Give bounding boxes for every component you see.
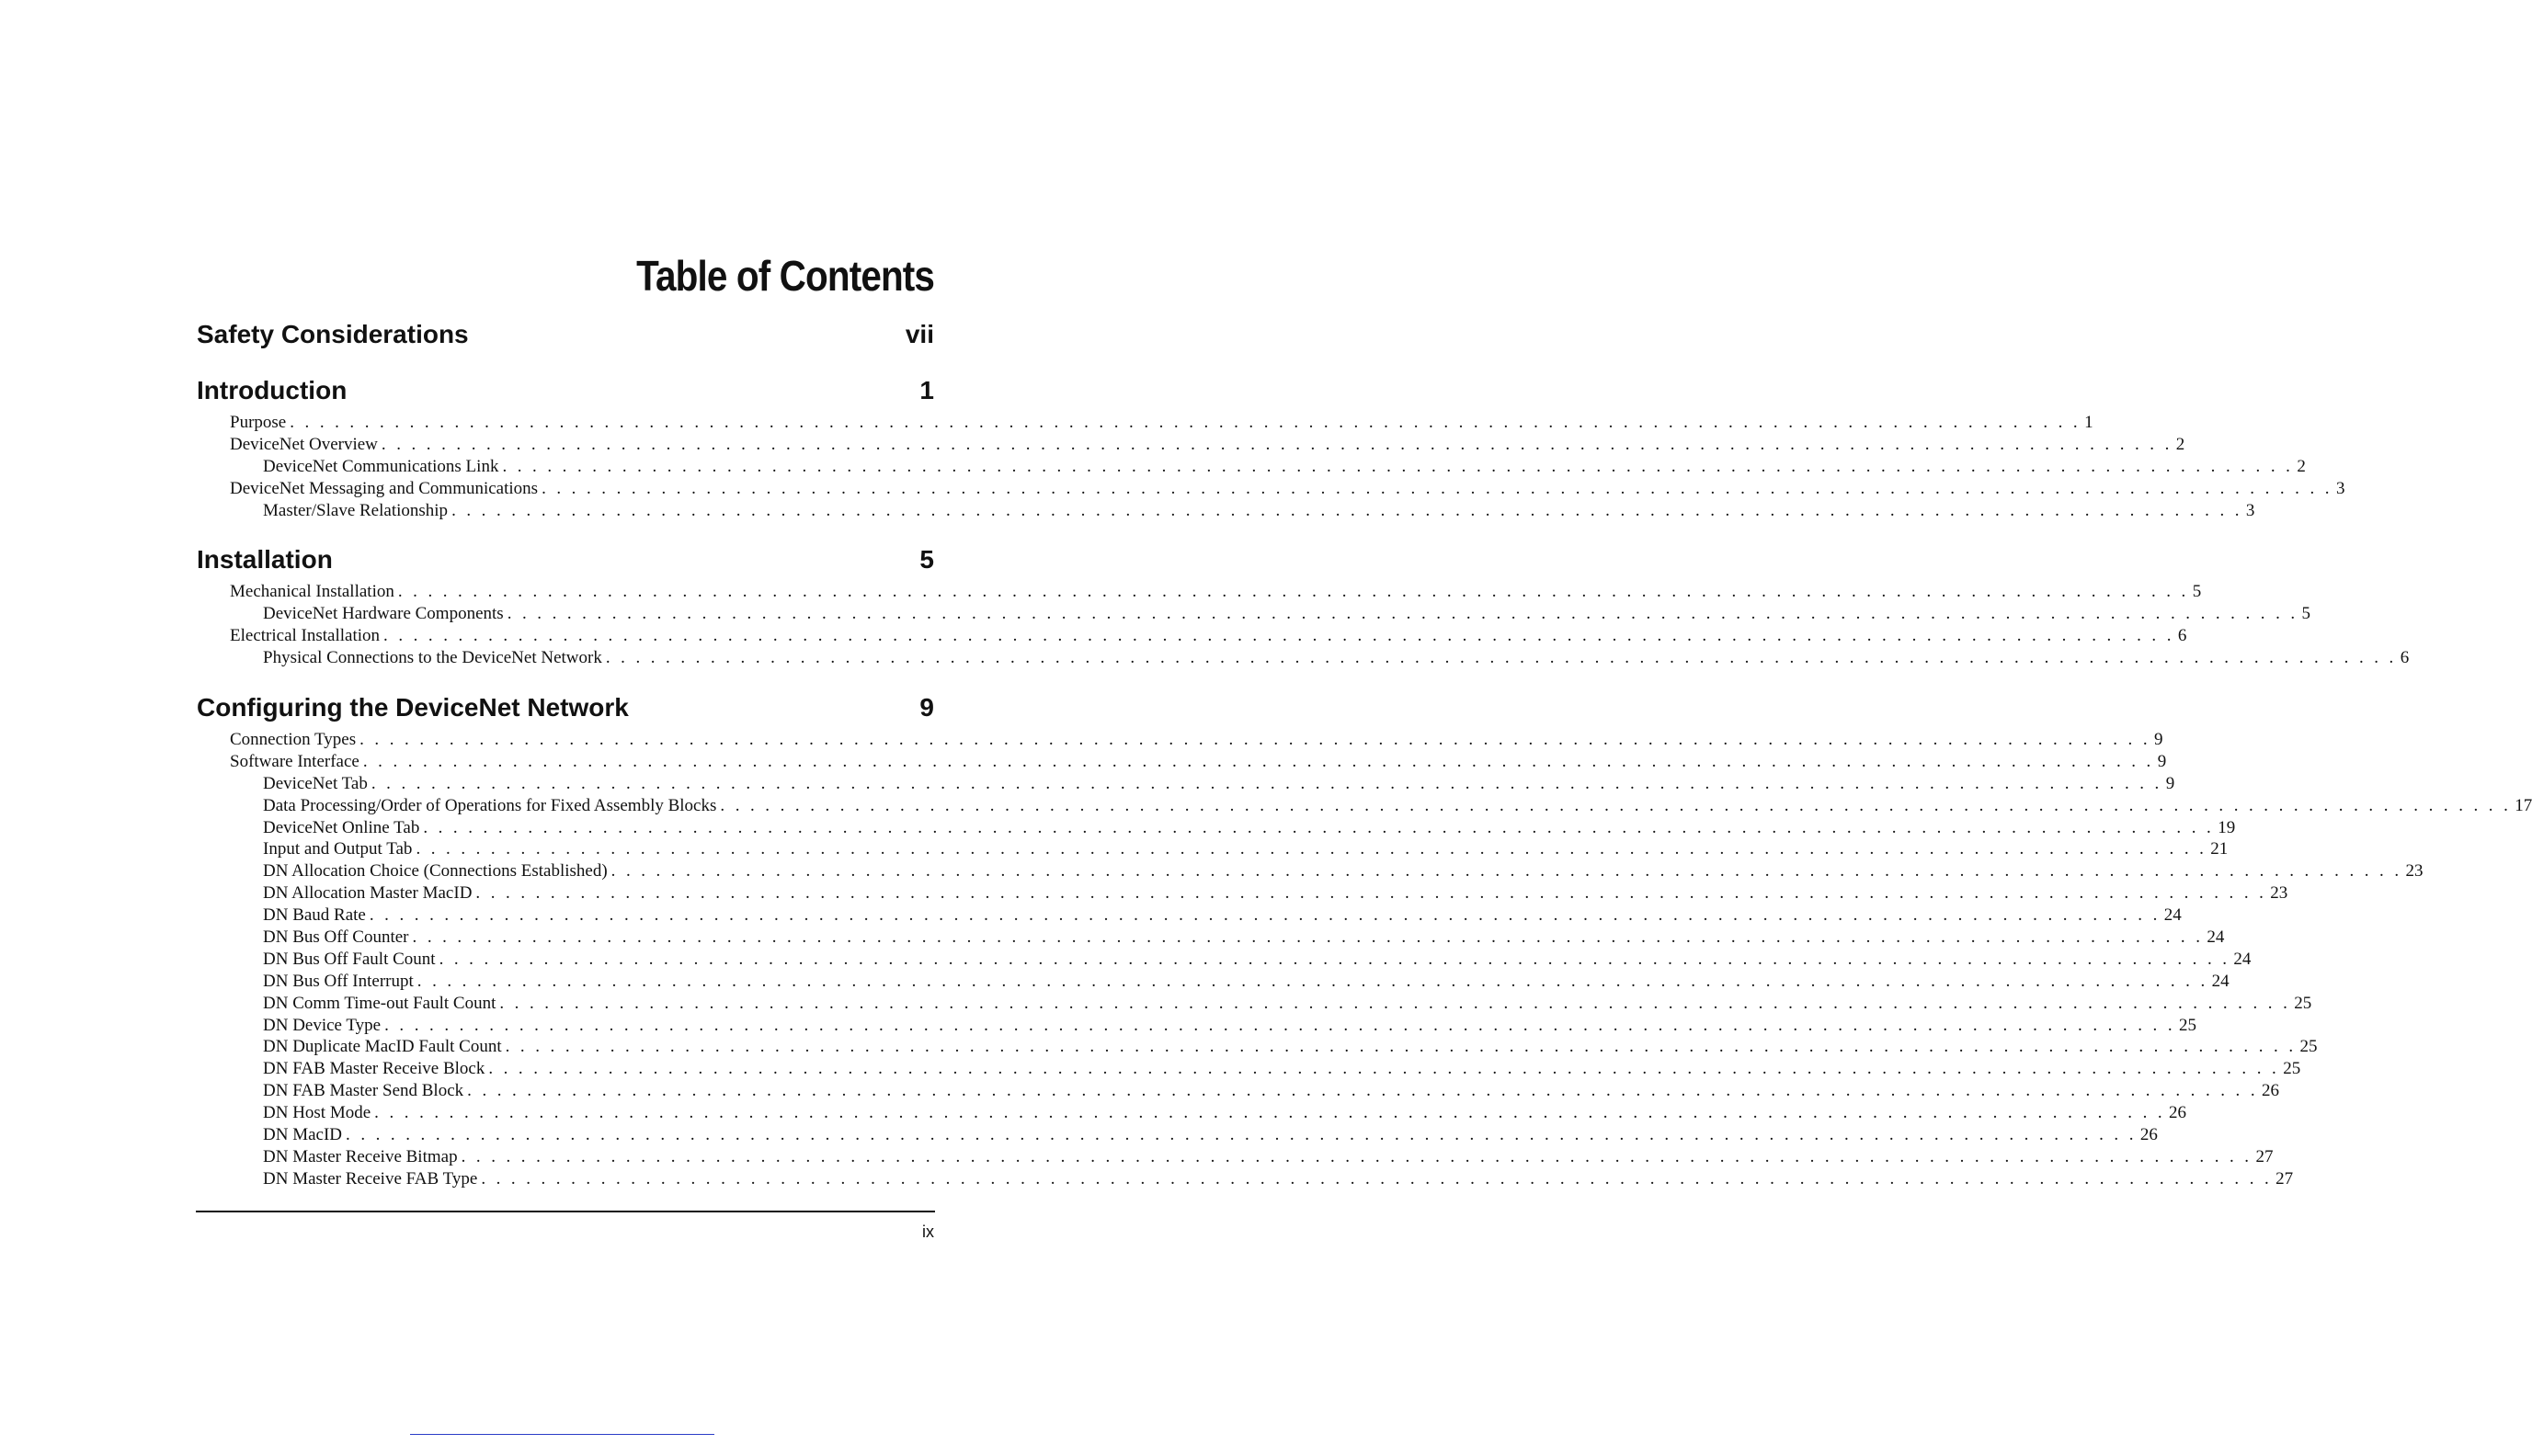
toc-entry-page: 23 bbox=[2270, 883, 2288, 904]
toc-chapter bbox=[197, 317, 934, 352]
toc-entry-title: DeviceNet Tab bbox=[263, 773, 368, 793]
toc-entry-title: DN Master Receive Bitmap bbox=[263, 1146, 458, 1166]
toc-entry[interactable] bbox=[197, 1058, 2301, 1080]
dot-leader: . . . . . . . . . . . . . . . . . . . . . . . . . . . . . . . . . . . . . . . . . . . . . . . . . . . . . . . . . . . . . . . . . . . . . . . . . . . . . . . . . . . . . . . . . . . . . . . . . . . . . . . . . . . . . . . . . . . . . . . . bbox=[423, 817, 2215, 837]
toc-entry-title: DN FAB Master Send Block bbox=[263, 1081, 464, 1101]
dot-leader: . . . . . . . . . . . . . . . . . . . . . . . . . . . . . . . . . . . . . . . . . . . . . . . . . . . . . . . . . . . . . . . . . . . . . . . . . . . . . . . . . . . . . . . . . . . . . . . . . . . . . . . . . . . . . . . . . . . . . . . . bbox=[383, 626, 2174, 646]
toc-chapter bbox=[197, 690, 2532, 1190]
chapter-page: 1 bbox=[919, 376, 934, 404]
toc-entry[interactable] bbox=[197, 1102, 2187, 1124]
toc-entry-page: 24 bbox=[2211, 971, 2230, 991]
toc-entry-page: 23 bbox=[2405, 861, 2424, 882]
page-title: Table of Contents bbox=[636, 252, 934, 300]
toc-entry[interactable] bbox=[197, 927, 2225, 949]
toc-entry[interactable] bbox=[197, 1015, 2196, 1037]
toc-entry[interactable] bbox=[197, 603, 2311, 625]
chapter-page: 9 bbox=[919, 693, 934, 722]
dot-leader: . . . . . . . . . . . . . . . . . . . . . . . . . . . . . . . . . . . . . . . . . . . . . . . . . . . . . . . . . . . . . . . . . . . . . . . . . . . . . . . . . . . . . . . . . . . . . . . . . . . . . . . . . . . . . . . . . . . . . . . . bbox=[605, 648, 2397, 668]
toc-entry-page: 1 bbox=[2084, 413, 2093, 432]
toc-entry[interactable] bbox=[197, 581, 2202, 603]
toc-entry-title: DN MacID bbox=[263, 1125, 343, 1145]
dot-leader: . . . . . . . . . . . . . . . . . . . . . . . . . . . . . . . . . . . . . . . . . . . . . . . . . . . . . . . . . . . . . . . . . . . . . . . . . . . . . . . . . . . . . . . . . . . . . . . . . . . . . . . . . . . . . . . . . . . . . . . . bbox=[416, 971, 2208, 991]
toc-entry[interactable] bbox=[197, 773, 2175, 795]
toc-entry[interactable] bbox=[197, 729, 2163, 751]
toc-entry[interactable] bbox=[197, 1124, 2158, 1146]
chapter-page: 5 bbox=[919, 545, 934, 574]
toc-entry-title: DN Device Type bbox=[263, 1015, 382, 1035]
toc-entry[interactable] bbox=[197, 882, 2288, 904]
toc-entry-page: 9 bbox=[2157, 751, 2167, 771]
toc-entry-title: DeviceNet Online Tab bbox=[263, 817, 420, 837]
toc-entry-list bbox=[197, 729, 2532, 1190]
toc-entry-page: 5 bbox=[2192, 582, 2202, 602]
dot-leader: . . . . . . . . . . . . . . . . . . . . . . . . . . . . . . . . . . . . . . . . . . . . . . . . . . . . . . . . . . . . . . . . . . . . . . . . . . . . . . . . . . . . . . . . . . . . . . . . . . . . . . . . . . . . . . . . . . . . . . . . bbox=[381, 434, 2173, 454]
toc-entry[interactable] bbox=[197, 478, 2345, 500]
toc-entry-page: 26 bbox=[2262, 1081, 2279, 1101]
toc-entry-title: Input and Output Tab bbox=[263, 839, 413, 859]
toc-entry-page: 6 bbox=[2400, 648, 2410, 668]
toc-entry-title: DN Host Mode bbox=[263, 1103, 371, 1123]
dot-leader: . . . . . . . . . . . . . . . . . . . . . . . . . . . . . . . . . . . . . . . . . . . . . . . . . . . . . . . . . . . . . . . . . . . . . . . . . . . . . . . . . . . . . . . . . . . . . . . . . . . . . . . . . . . . . . . . . . . . . . . . bbox=[507, 604, 2298, 624]
toc-entry-page: 26 bbox=[2139, 1125, 2158, 1145]
toc-entry[interactable] bbox=[197, 1036, 2318, 1058]
dot-leader: . . . . . . . . . . . . . . . . . . . . . . . . . . . . . . . . . . . . . . . . . . . . . . . . . . . . . . . . . . . . . . . . . . . . . . . . . . . . . . . . . . . . . . . . . . . . . . . . . . . . . . . . . . . . . . . . . . . . . . . . bbox=[475, 883, 2267, 904]
chapter-spacer bbox=[197, 521, 934, 542]
toc-entry-list bbox=[197, 581, 2410, 669]
toc-entry-page: 25 bbox=[2178, 1015, 2196, 1035]
chapter-title: Installation bbox=[197, 545, 333, 574]
toc-entry-page: 25 bbox=[2294, 993, 2312, 1013]
toc-entry-page: 26 bbox=[2169, 1103, 2187, 1123]
table-of-contents bbox=[197, 317, 2532, 1190]
toc-entry-page: 24 bbox=[2163, 905, 2182, 926]
toc-entry-page: 25 bbox=[2299, 1037, 2318, 1057]
toc-entry-page: 9 bbox=[2153, 730, 2163, 750]
dot-leader: . . . . . . . . . . . . . . . . . . . . . . . . . . . . . . . . . . . . . . . . . . . . . . . . . . . . . . . . . . . . . . . . . . . . . . . . . . . . . . . . . . . . . . . . . . . . . . . . . . . . . . . . . . . . . . . . . . . . . . . . bbox=[384, 1015, 2175, 1035]
toc-entry-title: DN Bus Off Counter bbox=[263, 927, 409, 948]
dot-leader: . . . . . . . . . . . . . . . . . . . . . . . . . . . . . . . . . . . . . . . . . . . . . . . . . . . . . . . . . . . . . . . . . . . . . . . . . . . . . . . . . . . . . . . . . . . . . . . . . . . . . . . . . . . . . . . . . . . . . . . . bbox=[359, 730, 2150, 750]
toc-entry-page: 27 bbox=[2255, 1146, 2274, 1166]
toc-entry-title: DN Duplicate MacID Fault Count bbox=[263, 1037, 502, 1057]
dot-leader: . . . . . . . . . . . . . . . . . . . . . . . . . . . . . . . . . . . . . . . . . . . . . . . . . . . . . . . . . . . . . . . . . . . . . . . . . . . . . . . . . . . . . . . . . . . . . . . . . . . . . . . . . . . . . . . . . . . . . . . . bbox=[371, 773, 2162, 793]
dot-leader: . . . . . . . . . . . . . . . . . . . . . . . . . . . . . . . . . . . . . . . . . . . . . . . . . . . . . . . . . . . . . . . . . . . . . . . . . . . . . . . . . . . . . . . . . . . . . . . . . . . . . . . . . . . . . . . . . . . . . . . . bbox=[467, 1081, 2258, 1101]
toc-entry-page: 2 bbox=[2297, 456, 2306, 476]
chapter-title: Safety Considerations bbox=[197, 320, 469, 348]
toc-entry[interactable] bbox=[197, 838, 2229, 860]
dot-leader: . . . . . . . . . . . . . . . . . . . . . . . . . . . . . . . . . . . . . . . . . . . . . . . . . . . . . . . . . . . . . . . . . . . . . . . . . . . . . . . . . . . . . . . . . . . . . . . . . . . . . . . . . . . . . . . . . . . . . . . . bbox=[439, 949, 2230, 969]
chapter-page: vii bbox=[905, 320, 934, 348]
chapter-heading[interactable] bbox=[197, 373, 934, 408]
toc-entry[interactable] bbox=[197, 993, 2312, 1015]
chapter-heading[interactable] bbox=[197, 317, 934, 352]
toc-entry-page: 27 bbox=[2275, 1168, 2294, 1189]
toc-entry-list bbox=[197, 412, 2345, 521]
toc-entry[interactable] bbox=[197, 625, 2187, 647]
toc-entry-title: Electrical Installation bbox=[230, 626, 381, 646]
chapter-title: Configuring the DeviceNet Network bbox=[197, 693, 629, 722]
toc-entry-title: DN Master Receive FAB Type bbox=[263, 1168, 478, 1189]
toc-entry-page: 24 bbox=[2207, 927, 2225, 948]
toc-entry-page: 17 bbox=[2515, 795, 2532, 815]
toc-chapter bbox=[197, 373, 2345, 521]
toc-entry-title: DeviceNet Messaging and Communications bbox=[230, 478, 539, 498]
toc-entry-page: 21 bbox=[2210, 839, 2229, 859]
toc-entry-title: DeviceNet Hardware Components bbox=[263, 604, 504, 624]
toc-entry-page: 9 bbox=[2165, 773, 2175, 793]
toc-entry-title: DeviceNet Communications Link bbox=[263, 456, 499, 476]
dot-leader: . . . . . . . . . . . . . . . . . . . . . . . . . . . . . . . . . . . . . . . . . . . . . . . . . . . . . . . . . . . . . . . . . . . . . . . . . . . . . . . . . . . . . . . . . . . . . . . . . . . . . . . . . . . . . . . . . . . . . . . . bbox=[488, 1059, 2280, 1079]
dot-leader: . . . . . . . . . . . . . . . . . . . . . . . . . . . . . . . . . . . . . . . . . . . . . . . . . . . . . . . . . . . . . . . . . . . . . . . . . . . . . . . . . . . . . . . . . . . . . . . . . . . . . . . . . . . . . . . . . . . . . . . . bbox=[610, 861, 2402, 882]
dot-leader: . . . . . . . . . . . . . . . . . . . . . . . . . . . . . . . . . . . . . . . . . . . . . . . . . . . . . . . . . . . . . . . . . . . . . . . . . . . . . . . . . . . . . . . . . . . . . . . . . . . . . . . . . . . . . . . . . . . . . . . . bbox=[502, 456, 2294, 476]
dot-leader: . . . . . . . . . . . . . . . . . . . . . . . . . . . . . . . . . . . . . . . . . . . . . . . . . . . . . . . . . . . . . . . . . . . . . . . . . . . . . . . . . . . . . . . . . . . . . . . . . . . . . . . . . . . . . . . . . . . . . . . . bbox=[505, 1037, 2297, 1057]
dot-leader: . . . . . . . . . . . . . . . . . . . . . . . . . . . . . . . . . . . . . . . . . . . . . . . . . . . . . . . . . . . . . . . . . . . . . . . . . . . . . . . . . . . . . . . . . . . . . . . . . . . . . . . . . . . . . . . . . . . . . . . . bbox=[374, 1103, 2166, 1123]
toc-entry[interactable] bbox=[197, 751, 2167, 773]
toc-entry[interactable] bbox=[197, 456, 2306, 478]
dot-leader: . . . . . . . . . . . . . . . . . . . . . . . . . . . . . . . . . . . . . . . . . . . . . . . . . . . . . . . . . . . . . . . . . . . . . . . . . . . . . . . . . . . . . . . . . . . . . . . . . . . . . . . . . . . . . . . . . . . . . . . . bbox=[369, 905, 2161, 926]
toc-entry-page: 24 bbox=[2233, 949, 2252, 969]
dot-leader: . . . . . . . . . . . . . . . . . . . . . . . . . . . . . . . . . . . . . . . . . . . . . . . . . . . . . . . . . . . . . . . . . . . . . . . . . . . . . . . . . . . . . . . . . . . . . . . . . . . . . . . . . . . . . . . . . . . . . . . . bbox=[412, 927, 2204, 948]
dot-leader: . . . . . . . . . . . . . . . . . . . . . . . . . . . . . . . . . . . . . . . . . . . . . . . . . . . . . . . . . . . . . . . . . . . . . . . . . . . . . . . . . . . . . . . . . . . . . . . . . . . . . . . . . . . . . . . . . . . . . . . . bbox=[461, 1146, 2253, 1166]
toc-entry-title: DN Allocation Master MacID bbox=[263, 883, 473, 904]
toc-entry-page: 3 bbox=[2335, 478, 2345, 498]
toc-entry-title: DeviceNet Overview bbox=[230, 434, 378, 454]
toc-chapter bbox=[197, 542, 2410, 669]
toc-entry[interactable] bbox=[197, 1168, 2294, 1190]
bottom-link-rule bbox=[410, 1434, 714, 1435]
footer-rule bbox=[196, 1211, 935, 1212]
toc-entry-title: Connection Types bbox=[230, 730, 357, 750]
chapter-title: Introduction bbox=[197, 376, 348, 404]
dot-leader: . . . . . . . . . . . . . . . . . . . . . . . . . . . . . . . . . . . . . . . . . . . . . . . . . . . . . . . . . . . . . . . . . . . . . . . . . . . . . . . . . . . . . . . . . . . . . . . . . . . . . . . . . . . . . . . . . . . . . . . . bbox=[481, 1168, 2273, 1189]
toc-entry[interactable] bbox=[197, 904, 2182, 927]
toc-entry-title: DN Bus Off Fault Count bbox=[263, 949, 436, 969]
toc-entry-page: 19 bbox=[2218, 817, 2236, 837]
dot-leader: . . . . . . . . . . . . . . . . . . . . . . . . . . . . . . . . . . . . . . . . . . . . . . . . . . . . . . . . . . . . . . . . . . . . . . . . . . . . . . . . . . . . . . . . . . . . . . . . . . . . . . . . . . . . . . . . . . . . . . . . bbox=[362, 751, 2154, 771]
chapter-spacer bbox=[197, 352, 934, 373]
dot-leader: . . . . . . . . . . . . . . . . . . . . . . . . . . . . . . . . . . . . . . . . . . . . . . . . . . . . . . . . . . . . . . . . . . . . . . . . . . . . . . . . . . . . . . . . . . . . . . . . . . . . . . . . . . . . . . . . . . . . . . . . bbox=[542, 478, 2332, 498]
dot-leader: . . . . . . . . . . . . . . . . . . . . . . . . . . . . . . . . . . . . . . . . . . . . . . . . . . . . . . . . . . . . . . . . . . . . . . . . . . . . . . . . . . . . . . . . . . . . . . . . . . . . . . . . . . . . . . . . . . . . . . . . bbox=[499, 993, 2291, 1013]
toc-entry[interactable] bbox=[197, 412, 2093, 434]
toc-entry-title: DN Comm Time-out Fault Count bbox=[263, 993, 496, 1013]
dot-leader: . . . . . . . . . . . . . . . . . . . . . . . . . . . . . . . . . . . . . . . . . . . . . . . . . . . . . . . . . . . . . . . . . . . . . . . . . . . . . . . . . . . . . . . . . . . . . . . . . . . . . . . . . . . . . . . . . . . . . . . . bbox=[416, 839, 2207, 859]
toc-entry[interactable] bbox=[197, 971, 2230, 993]
toc-entry-page: 2 bbox=[2175, 434, 2185, 454]
toc-entry[interactable] bbox=[197, 949, 2252, 971]
page-number: ix bbox=[922, 1223, 934, 1241]
toc-entry-title: DN Baud Rate bbox=[263, 905, 366, 926]
dot-leader: . . . . . . . . . . . . . . . . . . . . . . . . . . . . . . . . . . . . . . . . . . . . . . . . . . . . . . . . . . . . . . . . . . . . . . . . . . . . . . . . . . . . . . . . . . . . . . . . . . . . . . . . . . . . . . . . . . . . . . . . bbox=[397, 582, 2189, 602]
toc-entry-page: 3 bbox=[2245, 500, 2255, 520]
toc-entry-title: Data Processing/Order of Operations for Fixed Assembly Blocks bbox=[263, 795, 717, 815]
toc-entry[interactable] bbox=[197, 1080, 2279, 1102]
chapter-heading[interactable] bbox=[197, 690, 934, 725]
toc-entry-title: DN FAB Master Receive Block bbox=[263, 1059, 485, 1079]
toc-entry[interactable] bbox=[197, 795, 2532, 817]
toc-entry-title: Physical Connections to the DeviceNet Network bbox=[263, 648, 602, 668]
toc-entry[interactable] bbox=[197, 500, 2255, 522]
toc-entry[interactable] bbox=[197, 817, 2236, 839]
toc-entry[interactable] bbox=[197, 647, 2410, 669]
chapter-heading[interactable] bbox=[197, 542, 934, 577]
toc-entry[interactable] bbox=[197, 1146, 2274, 1168]
dot-leader: . . . . . . . . . . . . . . . . . . . . . . . . . . . . . . . . . . . . . . . . . . . . . . . . . . . . . . . . . . . . . . . . . . . . . . . . . . . . . . . . . . . . . . . . . . . . . . . . . . . . . . . . . . . . . . . . . . . . . . . . bbox=[720, 795, 2512, 815]
toc-entry-title: DN Allocation Choice (Connections Established) bbox=[263, 861, 608, 882]
toc-entry-title: Purpose bbox=[230, 413, 287, 432]
toc-entry-title: Mechanical Installation bbox=[230, 582, 394, 602]
toc-entry-page: 5 bbox=[2301, 604, 2311, 624]
toc-entry[interactable] bbox=[197, 434, 2185, 456]
dot-leader: . . . . . . . . . . . . . . . . . . . . . . . . . . . . . . . . . . . . . . . . . . . . . . . . . . . . . . . . . . . . . . . . . . . . . . . . . . . . . . . . . . . . . . . . . . . . . . . . . . . . . . . . . . . . . . . . . . . . . . . . bbox=[290, 413, 2081, 432]
toc-entry[interactable] bbox=[197, 860, 2424, 882]
toc-entry-page: 25 bbox=[2283, 1059, 2301, 1079]
toc-entry-title: Software Interface bbox=[230, 751, 359, 771]
toc-entry-title: DN Bus Off Interrupt bbox=[263, 971, 414, 991]
dot-leader: . . . . . . . . . . . . . . . . . . . . . . . . . . . . . . . . . . . . . . . . . . . . . . . . . . . . . . . . . . . . . . . . . . . . . . . . . . . . . . . . . . . . . . . . . . . . . . . . . . . . . . . . . . . . . . . . . . . . . . . . bbox=[451, 500, 2242, 520]
toc-entry-page: 6 bbox=[2177, 626, 2187, 646]
chapter-spacer bbox=[197, 669, 934, 690]
dot-leader: . . . . . . . . . . . . . . . . . . . . . . . . . . . . . . . . . . . . . . . . . . . . . . . . . . . . . . . . . . . . . . . . . . . . . . . . . . . . . . . . . . . . . . . . . . . . . . . . . . . . . . . . . . . . . . . . . . . . . . . . bbox=[346, 1125, 2137, 1145]
toc-entry-title: Master/Slave Relationship bbox=[263, 500, 449, 520]
